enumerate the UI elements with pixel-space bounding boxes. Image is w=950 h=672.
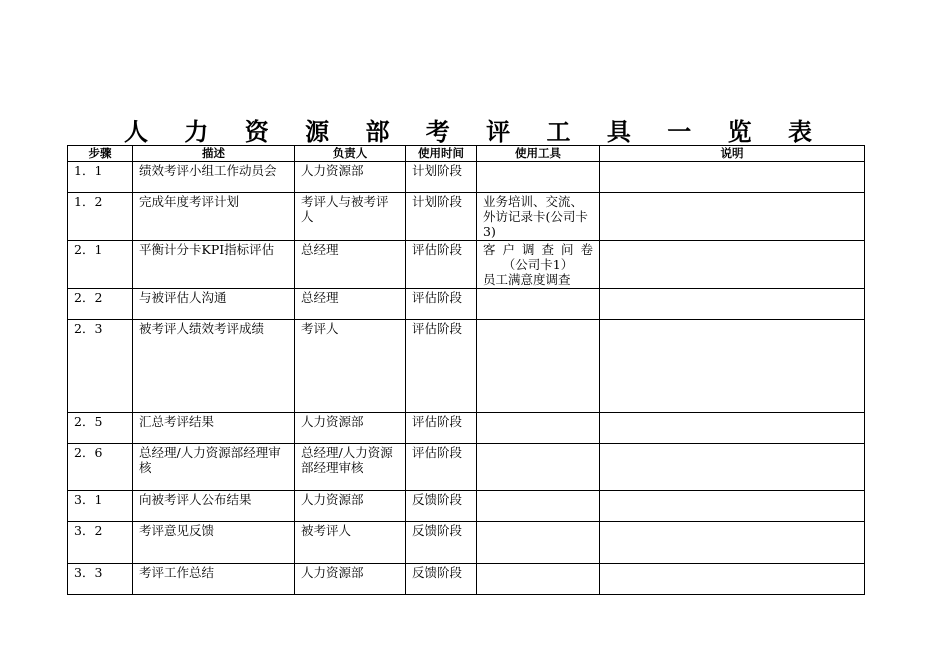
cell-time: 计划阶段 [406,162,477,193]
cell-description: 平衡计分卡KPI指标评估 [133,241,295,289]
cell-description: 汇总考评结果 [133,413,295,444]
cell-owner: 总经理 [295,241,406,289]
cell-step: 3．1 [68,491,133,522]
cell-note [600,522,865,564]
cell-tool [477,193,600,241]
cell-tool [477,444,600,491]
cell-time: 计划阶段 [406,193,477,241]
table-row [68,162,865,193]
cell-time: 评估阶段 [406,320,477,413]
cell-owner: 考评人 [295,320,406,413]
cell-tool [477,413,600,444]
header-note: 说明 [600,146,865,162]
cell-owner: 被考评人 [295,522,406,564]
cell-step: 3．2 [68,522,133,564]
cell-tool [477,241,600,289]
cell-owner: 总经理/人力资源部经理审核 [295,444,406,491]
cell-time: 评估阶段 [406,444,477,491]
table-row [68,522,865,564]
cell-note [600,564,865,595]
cell-note [600,413,865,444]
cell-tool [477,491,600,522]
cell-tool [477,522,600,564]
cell-tool [477,289,600,320]
header-time: 使用时间 [406,146,477,162]
cell-step: 2．1 [68,241,133,289]
table-row [68,413,865,444]
evaluation-tools-table [67,145,865,595]
cell-note [600,162,865,193]
table-row [68,320,865,413]
cell-description: 总经理/人力资源部经理审核 [133,444,295,491]
cell-step: 2．5 [68,413,133,444]
cell-owner: 总经理 [295,289,406,320]
cell-description: 考评意见反馈 [133,522,295,564]
cell-description: 向被考评人公布结果 [133,491,295,522]
table-row [68,564,865,595]
header-description: 描述 [133,146,295,162]
table-header-row [68,146,865,162]
page-title: 人 力 资 源 部 考 评 工 具 一 览 表 [124,117,826,146]
cell-owner: 人力资源部 [295,491,406,522]
table-row [68,491,865,522]
cell-description: 绩效考评小组工作动员会 [133,162,295,193]
cell-note [600,241,865,289]
cell-description: 考评工作总结 [133,564,295,595]
tool-line: 业务培训、交流、外访记录卡(公司卡3) [483,194,588,239]
cell-owner: 人力资源部 [295,413,406,444]
cell-tool [477,162,600,193]
cell-step: 1．1 [68,162,133,193]
cell-description: 被考评人绩效考评成绩 [133,320,295,413]
tool-line: 员工满意度调查 [483,272,571,287]
cell-owner: 人力资源部 [295,162,406,193]
cell-step: 3．3 [68,564,133,595]
cell-time: 反馈阶段 [406,491,477,522]
table-row [68,241,865,289]
header-owner: 负责人 [295,146,406,162]
header-step: 步骤 [68,146,133,162]
cell-tool [477,320,600,413]
cell-time: 反馈阶段 [406,522,477,564]
cell-owner: 人力资源部 [295,564,406,595]
tool-line: （公司卡1） [502,257,574,272]
cell-note [600,491,865,522]
header-tool: 使用工具 [477,146,600,162]
cell-note [600,289,865,320]
tool-line: 客户调查问卷 [483,242,593,257]
table-row [68,193,865,241]
cell-note [600,444,865,491]
cell-description: 完成年度考评计划 [133,193,295,241]
cell-note [600,193,865,241]
cell-time: 反馈阶段 [406,564,477,595]
cell-owner: 考评人与被考评人 [295,193,406,241]
cell-time: 评估阶段 [406,413,477,444]
table-row [68,289,865,320]
cell-tool [477,564,600,595]
cell-step: 2．2 [68,289,133,320]
cell-description: 与被评估人沟通 [133,289,295,320]
cell-step: 2．6 [68,444,133,491]
table-row [68,444,865,491]
cell-step: 2．3 [68,320,133,413]
cell-step: 1．2 [68,193,133,241]
cell-time: 评估阶段 [406,289,477,320]
cell-note [600,320,865,413]
cell-time: 评估阶段 [406,241,477,289]
